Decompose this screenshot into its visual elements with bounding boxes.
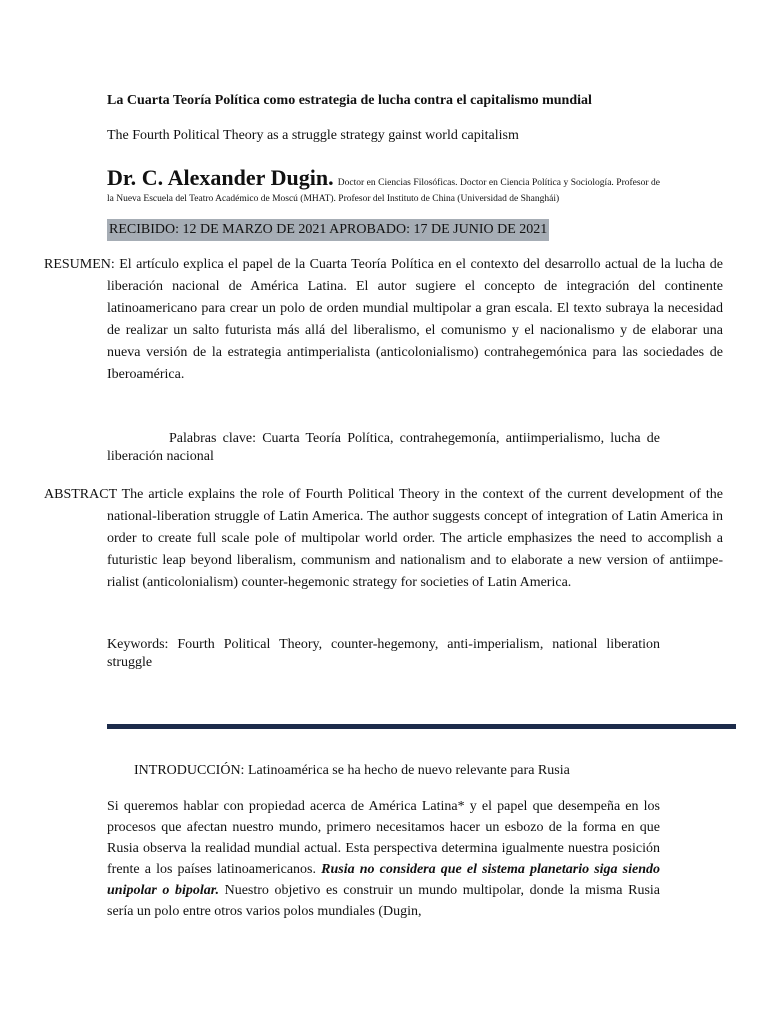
intro-text-end: Nuestro objetivo es construir un mundo multipolar, donde la misma Rusia sería un polo entre otros varios polos mundiales (Dugin, bbox=[107, 883, 661, 919]
author-line bbox=[107, 165, 660, 205]
received-approved-dates: RECIBIDO: 12 DE MARZO DE 2021 APROBADO: 17 DE JUNIO DE 2021 bbox=[107, 219, 549, 241]
resumen-text: El artículo explica el papel de la Cuarta Teoría Política en el contexto del desarrollo actual de la lucha de liberación nacional de América Latina. El autor sugiere el concepto de integración del continente latinoamericano para crear un polo de orden mundial multipolar a gran escala. El texto subraya la necesidad de realizar un salto futurista más allá del liberalismo, el comunismo y el nacionalismo y de elaborar una nueva versión de la estrategia antimperialista (anticolonialismo) contrahegemónica para las sociedades de Iberoamérica. bbox=[107, 257, 723, 382]
author-affiliation: Doctor en Ciencias Filosóficas. Doctor en Ciencia Política y Sociología. Profesor de la Nueva Escuela del Teatro Académico de Moscú (MHAT). Profesor del Instituto de China (Universidad de Shanghái) bbox=[107, 178, 660, 204]
intro-text-emphasis: Rusia no considera que el sistema planetario siga siendo unipolar o bipolar. bbox=[107, 862, 660, 898]
section-divider bbox=[107, 724, 736, 729]
palabras-clave: Palabras clave: Cuarta Teoría Política, contrahegemonía, antiimperialismo, lucha de liberación nacional bbox=[107, 431, 660, 464]
resumen-label: RESUMEN: bbox=[44, 257, 115, 272]
intro-text-start: Si queremos hablar con propiedad acerca de América Latina* y el papel que desempeña en los procesos que afectan nuestro mundo, primero necesitamos hacer un esbozo de la forma en que Rusia observa la realidad mundial actual. Esta perspectiva determina igualmente nuestra posición frente a los países latinoamericanos. bbox=[107, 799, 660, 877]
keywords-english: Keywords: Fourth Political Theory, counter-hegemony, anti-imperialism, national liberation struggle bbox=[107, 637, 660, 670]
introduction-heading: INTRODUCCIÓN: Latinoamérica se ha hecho de nuevo relevante para Rusia bbox=[134, 763, 570, 778]
author-name: Dr. C. Alexander Dugin. bbox=[107, 165, 334, 190]
abstract-section bbox=[44, 484, 723, 594]
introduction-paragraph bbox=[107, 796, 660, 922]
article-title-english: The Fourth Political Theory as a struggle strategy gainst world capitalism bbox=[107, 128, 519, 143]
resumen-section bbox=[44, 254, 723, 386]
abstract-text: The article explains the role of Fourth Political Theory in the context of the current development of the national-liberation struggle of Latin America. The author suggests concept of integration of Latin America in order to create full scale pole of multipolar world order. The article emphasizes the need to accomplish a futuristic leap beyond liberalism, communism and nationalism and to elaborate a new version of antiimpe- rialist (anticolonialism) counter-hegemonic strategy for societies of Latin America. bbox=[107, 487, 723, 590]
article-title-spanish: La Cuarta Teoría Política como estrategia de lucha contra el capitalismo mundial bbox=[107, 93, 592, 108]
abstract-label: ABSTRACT bbox=[44, 487, 117, 502]
